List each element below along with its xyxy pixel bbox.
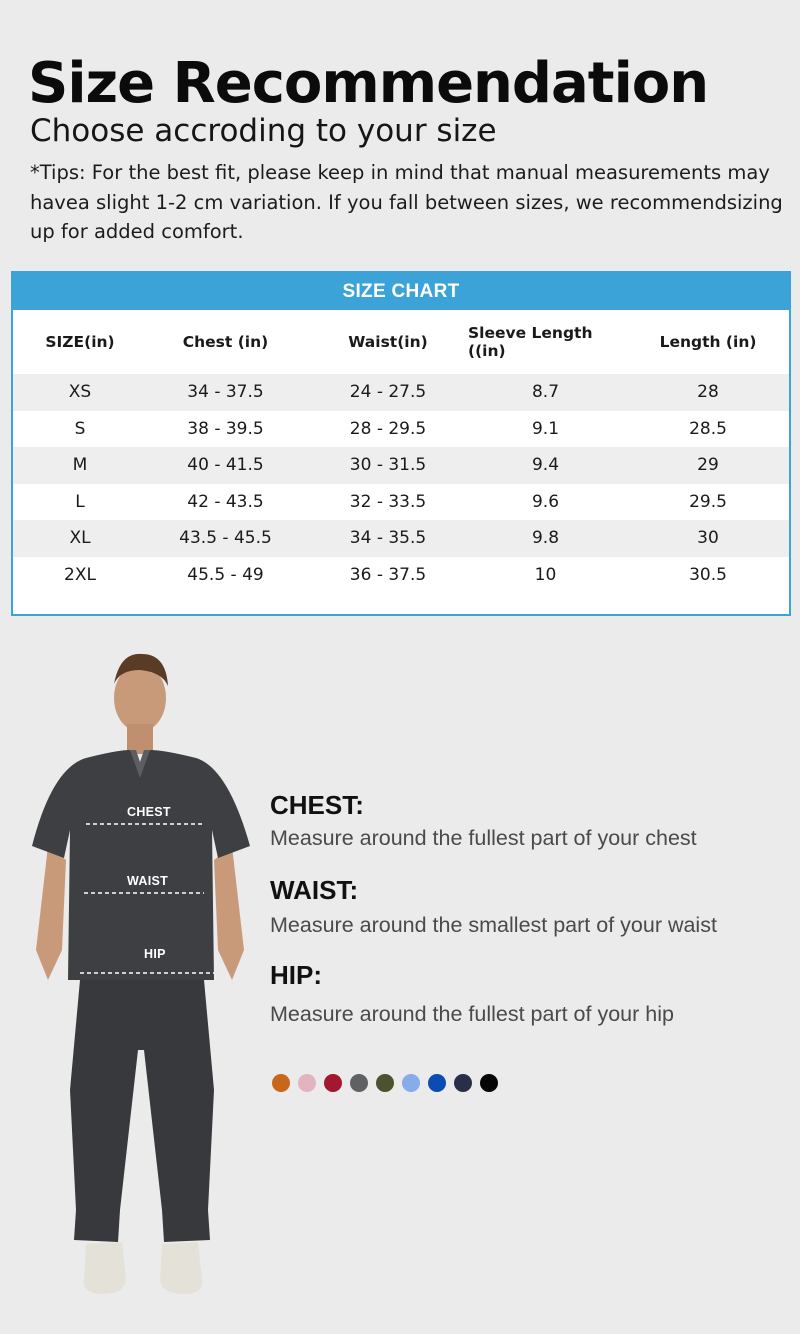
chest-label: CHEST bbox=[127, 805, 171, 819]
color-swatch-orange[interactable] bbox=[272, 1074, 290, 1092]
table-row bbox=[13, 374, 789, 411]
table-row bbox=[13, 447, 789, 484]
color-swatch-olive[interactable] bbox=[376, 1074, 394, 1092]
cell-chest: 38 - 39.5 bbox=[187, 418, 264, 439]
cell-chest: 45.5 - 49 bbox=[187, 564, 264, 585]
chest-description: Measure around the fullest part of your chest bbox=[270, 826, 697, 850]
cell-waist: 32 - 33.5 bbox=[349, 491, 427, 512]
cell-waist: 36 - 37.5 bbox=[349, 564, 427, 585]
cell-length: 28.5 bbox=[689, 418, 727, 439]
column-header-sleeve-length: Sleeve Length ((in) bbox=[468, 324, 593, 360]
column-header-length: Length (in) bbox=[659, 333, 757, 351]
cell-chest: 42 - 43.5 bbox=[187, 491, 264, 512]
color-swatch-gray[interactable] bbox=[350, 1074, 368, 1092]
cell-size: XL bbox=[69, 528, 91, 549]
cell-sleeve-length: 9.1 bbox=[531, 418, 560, 439]
cell-sleeve-length: 8.7 bbox=[531, 382, 560, 403]
cell-waist: 30 - 31.5 bbox=[349, 455, 427, 476]
chest-heading: CHEST: bbox=[270, 790, 364, 820]
hip-label: HIP bbox=[144, 947, 166, 961]
table-row bbox=[13, 411, 789, 448]
cell-size: 2XL bbox=[64, 564, 96, 585]
hip-description: Measure around the fullest part of your hip bbox=[270, 1002, 674, 1026]
cell-length: 30 bbox=[697, 528, 719, 549]
model-illustration bbox=[28, 650, 268, 1310]
cell-sleeve-length: 10 bbox=[534, 564, 557, 585]
tips-text: *Tips: For the best fit, please keep in mind that manual measurements may havea slight 1-2 cm variation. If you fall between sizes, we recommendsizing up for added comfort. bbox=[30, 161, 783, 243]
cell-length: 29.5 bbox=[689, 491, 727, 512]
waist-description: Measure around the smallest part of your waist bbox=[270, 913, 717, 937]
size-chart-title: SIZE CHART bbox=[13, 273, 789, 310]
waist-label: WAIST bbox=[127, 874, 169, 888]
table-row bbox=[13, 557, 789, 594]
color-swatch-royal-blue[interactable] bbox=[428, 1074, 446, 1092]
cell-sleeve-length: 9.4 bbox=[531, 455, 560, 476]
cell-chest: 40 - 41.5 bbox=[187, 455, 264, 476]
color-swatches bbox=[272, 1074, 498, 1092]
cell-sleeve-length: 9.8 bbox=[531, 528, 560, 549]
color-swatch-light-blue[interactable] bbox=[402, 1074, 420, 1092]
color-swatch-pink[interactable] bbox=[298, 1074, 316, 1092]
size-chart bbox=[11, 271, 791, 616]
model-figure bbox=[28, 650, 268, 1310]
page-subtitle: Choose accroding to your size bbox=[30, 113, 497, 149]
color-swatch-navy[interactable] bbox=[454, 1074, 472, 1092]
size-chart-header-row bbox=[13, 310, 789, 374]
table-row bbox=[13, 484, 789, 521]
color-swatch-black[interactable] bbox=[480, 1074, 498, 1092]
waist-heading: WAIST: bbox=[270, 875, 359, 905]
cell-size: L bbox=[75, 491, 85, 512]
cell-size: S bbox=[74, 418, 86, 439]
cell-size: M bbox=[72, 455, 88, 476]
cell-waist: 24 - 27.5 bbox=[349, 382, 427, 403]
cell-length: 30.5 bbox=[689, 564, 727, 585]
cell-sleeve-length: 9.6 bbox=[531, 491, 560, 512]
cell-chest: 34 - 37.5 bbox=[187, 382, 264, 403]
cell-chest: 43.5 - 45.5 bbox=[179, 528, 272, 549]
column-header-chest: Chest (in) bbox=[182, 333, 269, 351]
page-title: Size Recommendation bbox=[28, 51, 709, 116]
column-header-size: SIZE(in) bbox=[45, 333, 115, 351]
cell-waist: 28 - 29.5 bbox=[349, 418, 427, 439]
hip-heading: HIP: bbox=[270, 960, 322, 990]
cell-length: 28 bbox=[697, 382, 719, 403]
cell-size: XS bbox=[68, 382, 92, 403]
table-row bbox=[13, 520, 789, 557]
color-swatch-burgundy[interactable] bbox=[324, 1074, 342, 1092]
size-chart-body bbox=[13, 374, 789, 593]
cell-waist: 34 - 35.5 bbox=[349, 528, 427, 549]
column-header-waist: Waist(in) bbox=[348, 333, 428, 351]
cell-length: 29 bbox=[697, 455, 719, 476]
